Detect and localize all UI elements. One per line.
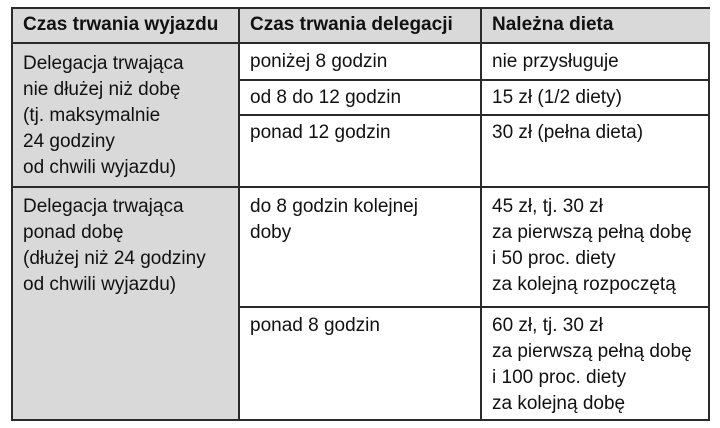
row-allowance: 45 zł, tj. 30 zł za pierwszą pełną dobę i 50 proc. diety za kolejną rozpoczętą: [492, 196, 692, 295]
grid-line: [13, 186, 708, 188]
group-label-up-to-one-day: Delegacja trwająca nie dłużej niż dobę (tj. maksymalnie 24 godziny od chwili wyjazdu): [13, 44, 238, 186]
header-delegation-duration: Czas trwania delegacji: [240, 9, 480, 42]
allowance-table: [11, 7, 710, 421]
header-trip-duration: Czas trwania wyjazdu: [13, 9, 238, 42]
grid-line: [13, 42, 708, 44]
grid-line: [238, 79, 708, 81]
group-label-over-one-day: Delegacja trwająca ponad dobę (dłużej niż 24 godziny od chwili wyjazdu): [13, 188, 238, 419]
grid-line: [238, 9, 240, 419]
row-duration: do 8 godzin kolejnej doby: [250, 196, 418, 243]
row-duration: od 8 do 12 godzin: [250, 87, 402, 108]
grid-line: [238, 114, 708, 116]
row-duration: ponad 8 godzin: [250, 315, 380, 336]
row-duration: poniżej 8 godzin: [250, 51, 388, 72]
header-allowance: Należna dieta: [482, 9, 710, 42]
grid-line: [238, 306, 708, 308]
grid-line: [480, 9, 482, 419]
row-duration: ponad 12 godzin: [250, 122, 391, 143]
row-allowance: nie przysługuje: [492, 51, 619, 72]
row-allowance: 15 zł (1/2 diety): [492, 87, 622, 108]
row-allowance: 30 zł (pełna dieta): [492, 122, 644, 143]
row-allowance: 60 zł, tj. 30 zł za pierwszą pełną dobę i 100 proc. diety za kolejną dobę: [492, 315, 692, 414]
